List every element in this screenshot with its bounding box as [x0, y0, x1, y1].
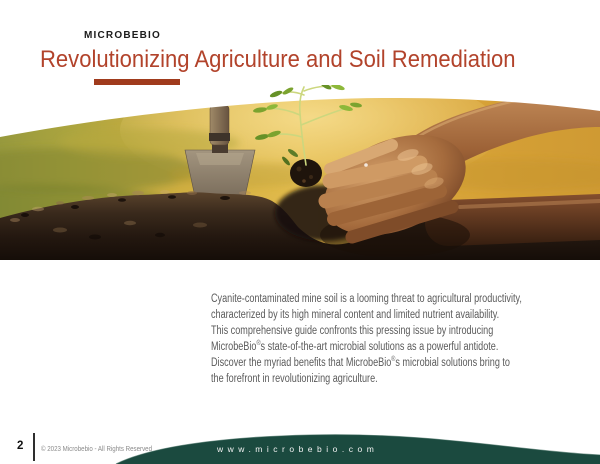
paragraph-line: MicrobeBio®s state-of-the-art microbial solutions as a powerful antidote. [211, 340, 499, 353]
page-title: Revolutionizing Agriculture and Soil Remediation [40, 46, 516, 73]
paragraph-line: Cyanite-contaminated mine soil is a looming threat to agricultural productivity, [211, 293, 522, 305]
body-paragraph [211, 291, 559, 387]
brand-label: MICROBEBIO [84, 30, 161, 41]
paragraph-line: characterized by its high mineral content and limited nutrient availability. [211, 309, 500, 321]
paragraph-line: Discover the myriad benefits that MicrobeBio®s microbial solutions bring to [211, 356, 510, 369]
paragraph-line: the forefront in revolutionizing agriculture. [211, 373, 378, 385]
copyright-text: © 2023 Microbebio - All Rights Reserved [41, 446, 153, 453]
paragraph-line: This comprehensive guide confronts this pressing issue by introducing [211, 325, 494, 337]
hero-photo-illustration [0, 85, 600, 260]
hero-photo [0, 85, 600, 260]
page-number: 2 [17, 440, 24, 452]
website-url: www.microbebio.com [217, 444, 379, 454]
